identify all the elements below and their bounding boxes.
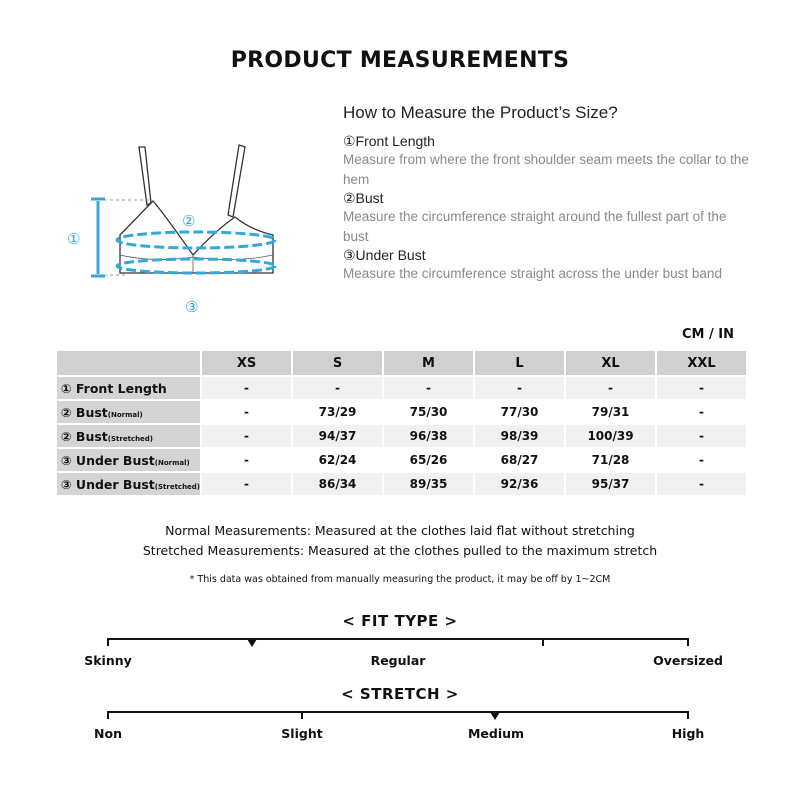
table-header-row bbox=[57, 351, 746, 375]
stretch-scale-line bbox=[107, 711, 688, 713]
diagram-label-2: ② bbox=[182, 212, 196, 230]
table-cell: - bbox=[202, 401, 291, 423]
table-cell: 92/36 bbox=[475, 473, 564, 495]
table-cell: 96/38 bbox=[384, 425, 473, 447]
table-row bbox=[57, 377, 746, 399]
unit-label: CM / IN bbox=[682, 327, 734, 342]
size-header: XL bbox=[566, 351, 655, 375]
table-cell: 71/28 bbox=[566, 449, 655, 471]
table-cell: 62/24 bbox=[293, 449, 382, 471]
table-cell: - bbox=[202, 449, 291, 471]
table-cell: - bbox=[384, 377, 473, 399]
fit-scale-line bbox=[107, 638, 688, 640]
row-label: ② Bust(Normal) bbox=[57, 401, 200, 423]
page-title: PRODUCT MEASUREMENTS bbox=[230, 48, 570, 73]
table-cell: - bbox=[657, 377, 746, 399]
table-cell: 94/37 bbox=[293, 425, 382, 447]
table-cell: - bbox=[202, 425, 291, 447]
measurement-notes bbox=[0, 521, 800, 561]
front-length-desc: Measure from where the front shoulder seam meets the collar to the hem bbox=[343, 152, 749, 187]
table-cell: - bbox=[657, 425, 746, 447]
table-cell: 65/26 bbox=[384, 449, 473, 471]
footnote: * This data was obtained from manually measuring the product, it may be off by 1~2CM bbox=[189, 574, 611, 585]
normal-note: Normal Measurements: Measured at the clothes laid flat without stretching bbox=[165, 523, 635, 538]
stretch-label-slight: Slight bbox=[281, 726, 323, 741]
size-header: M bbox=[384, 351, 473, 375]
fit-type-title: < FIT TYPE > bbox=[342, 612, 458, 630]
table-cell: - bbox=[566, 377, 655, 399]
stretch-label-high: High bbox=[671, 726, 705, 741]
bust-heading: ②Bust bbox=[343, 190, 384, 206]
table-cell: 68/27 bbox=[475, 449, 564, 471]
fit-label-oversized: Oversized bbox=[653, 653, 723, 668]
fit-tick bbox=[687, 638, 689, 646]
diagram-label-1: ① bbox=[67, 230, 81, 248]
table-cell: - bbox=[657, 449, 746, 471]
size-header: XXL bbox=[657, 351, 746, 375]
row-label: ① Front Length bbox=[57, 377, 200, 399]
stretch-tick bbox=[107, 711, 109, 719]
table-cell: 73/29 bbox=[293, 401, 382, 423]
table-cell: 89/35 bbox=[384, 473, 473, 495]
how-to-measure bbox=[343, 103, 753, 285]
table-cell: 98/39 bbox=[475, 425, 564, 447]
how-to-title: How to Measure the Product’s Size? bbox=[343, 103, 618, 122]
table-cell: - bbox=[657, 473, 746, 495]
row-label: ③ Under Bust(Stretched) bbox=[57, 473, 200, 495]
fit-tick bbox=[107, 638, 109, 646]
row-label: ③ Under Bust(Normal) bbox=[57, 449, 200, 471]
table-cell: - bbox=[202, 473, 291, 495]
row-label: ② Bust(Stretched) bbox=[57, 425, 200, 447]
diagram-label-3: ③ bbox=[185, 298, 199, 316]
stretch-label-non: Non bbox=[94, 726, 122, 741]
stretch-marker bbox=[490, 712, 500, 720]
table-row bbox=[57, 425, 746, 447]
front-length-heading: ①Front Length bbox=[343, 133, 435, 149]
fit-label-regular: Regular bbox=[370, 653, 426, 668]
stretch-title: < STRETCH > bbox=[341, 685, 459, 703]
left-strap bbox=[139, 147, 151, 205]
table-cell: - bbox=[293, 377, 382, 399]
bust-desc: Measure the circumference straight around the fullest part of the bust bbox=[343, 209, 727, 244]
table-cell: 79/31 bbox=[566, 401, 655, 423]
table-cell: - bbox=[475, 377, 564, 399]
table-row bbox=[57, 401, 746, 423]
table-cell: 100/39 bbox=[566, 425, 655, 447]
stretch-tick bbox=[687, 711, 689, 719]
table-cell: - bbox=[657, 401, 746, 423]
fit-marker bbox=[247, 639, 257, 647]
stretch-tick bbox=[301, 711, 303, 719]
right-strap bbox=[228, 145, 245, 217]
stretch-label-medium: Medium bbox=[467, 726, 525, 741]
under-bust-desc: Measure the circumference straight across the under bust band bbox=[343, 266, 722, 281]
size-header: S bbox=[293, 351, 382, 375]
table-row bbox=[57, 473, 746, 495]
size-header: XS bbox=[202, 351, 291, 375]
size-table bbox=[55, 349, 748, 497]
table-cell: 75/30 bbox=[384, 401, 473, 423]
stretched-note: Stretched Measurements: Measured at the clothes pulled to the maximum stretch bbox=[142, 543, 658, 558]
bra-diagram bbox=[55, 135, 295, 325]
fit-tick bbox=[542, 638, 544, 646]
table-corner-cell bbox=[57, 351, 200, 375]
size-header: L bbox=[475, 351, 564, 375]
table-cell: - bbox=[202, 377, 291, 399]
under-bust-heading: ③Under Bust bbox=[343, 247, 426, 263]
fit-label-skinny: Skinny bbox=[84, 653, 132, 668]
table-cell: 77/30 bbox=[475, 401, 564, 423]
table-cell: 86/34 bbox=[293, 473, 382, 495]
table-cell: 95/37 bbox=[566, 473, 655, 495]
table-row bbox=[57, 449, 746, 471]
